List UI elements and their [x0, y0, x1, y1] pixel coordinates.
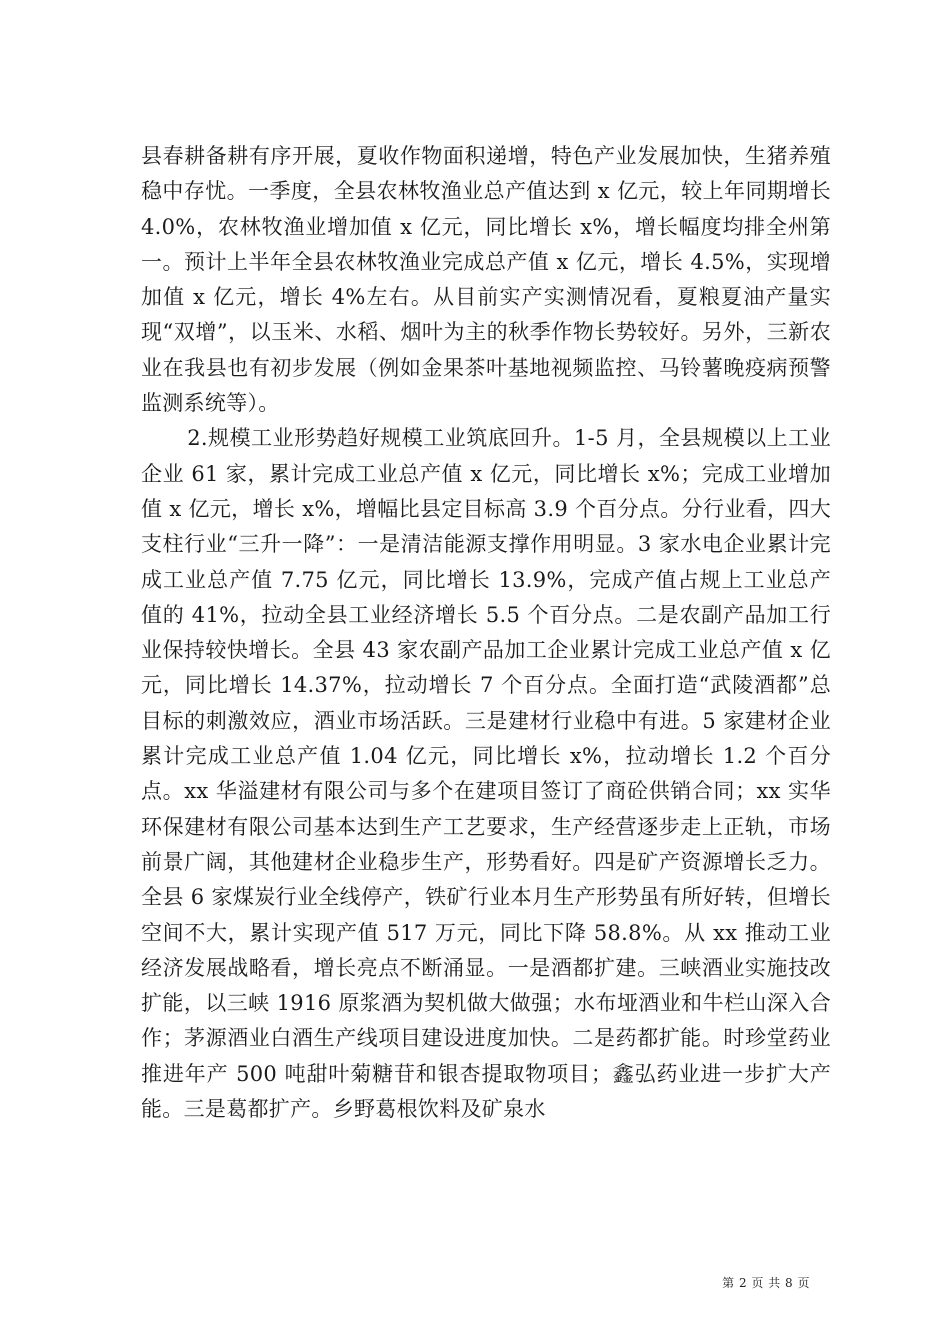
paragraph-agriculture: 县春耕备耕有序开展，夏收作物面积递增，特色产业发展加快，生猪养殖稳中存忧。一季度，全县农林牧渔业总产值达到 x 亿元，较上年同期增长 4.0%，农林牧渔业增加值 x 亿元，同比增长 x%，增长幅度均排全州第一。预计上半年全县农林牧渔业完成总产值 x 亿元，增长 4.5%，实现增加值 x 亿元，增长 4%左右。从目前实产实测情况看，夏粮夏油产量实现“双增”，以玉米、水稻、烟叶为主的秋季作物长势较好。另外，三新农业在我县也有初步发展（例如金果茶叶基地视频监控、马铃薯晚疫病预警监测系统等）。 [141, 144, 831, 416]
paragraph-industry: 2.规模工业形势趋好规模工业筑底回升。1-5 月，全县规模以上工业企业 61 家，累计完成工业总产值 x 亿元，同比增长 x%；完成工业增加值 x 亿元，增长 x%，增幅比县定目标高 3.9 个百分点。分行业看，四大支柱行业“三升一降”：一是清洁能源支撑作用明显。3 家水电企业累计完成工业总产值 7.75 亿元，同比增长 13.9%，完成产值占规上工业总产值的 41%，拉动全县工业经济增长 5.5 个百分点。二是农副产品加工行业保持较快增长。全县 43 家农副产品加工企业累计完成工业总产值 x 亿元，同比增长 14.37%，拉动增长 7 个百分点。全面打造“武陵酒都”总目标的刺激效应，酒业市场活跃。三是建材行业稳中有进。5 家建材企业累计完成工业总产值 1.04 亿元，同比增长 x%，拉动增长 1.2 个百分点。xx 华溢建材有限公司与多个在建项目签订了商砼供销合同；xx 实华环保建材有限公司基本达到生产工艺要求，生产经营逐步走上正轨，市场前景广阔，其他建材企业稳步生产，形势看好。四是矿产资源增长乏力。全县 6 家煤炭行业全线停产，铁矿行业本月生产形势虽有所好转，但增长空间不大，累计实现产值 517 万元，同比下降 58.8%。从 xx 推动工业经济发展战略看，增长亮点不断涌显。一是酒都扩建。三峡酒业实施技改扩能，以三峡 1916 原浆酒为契机做大做强；水布垭酒业和牛栏山深入合作；茅源酒业白酒生产线项目建设进度加快。二是药都扩能。时珍堂药业推进年产 500 吨甜叶菊糖苷和银杏提取物项目；鑫弘药业进一步扩大产能。三是葛都扩产。乡野葛根饮料及矿泉水 [141, 426, 831, 1122]
document-body [141, 139, 831, 1127]
page-number: 第 2 页 共 8 页 [722, 1276, 810, 1290]
